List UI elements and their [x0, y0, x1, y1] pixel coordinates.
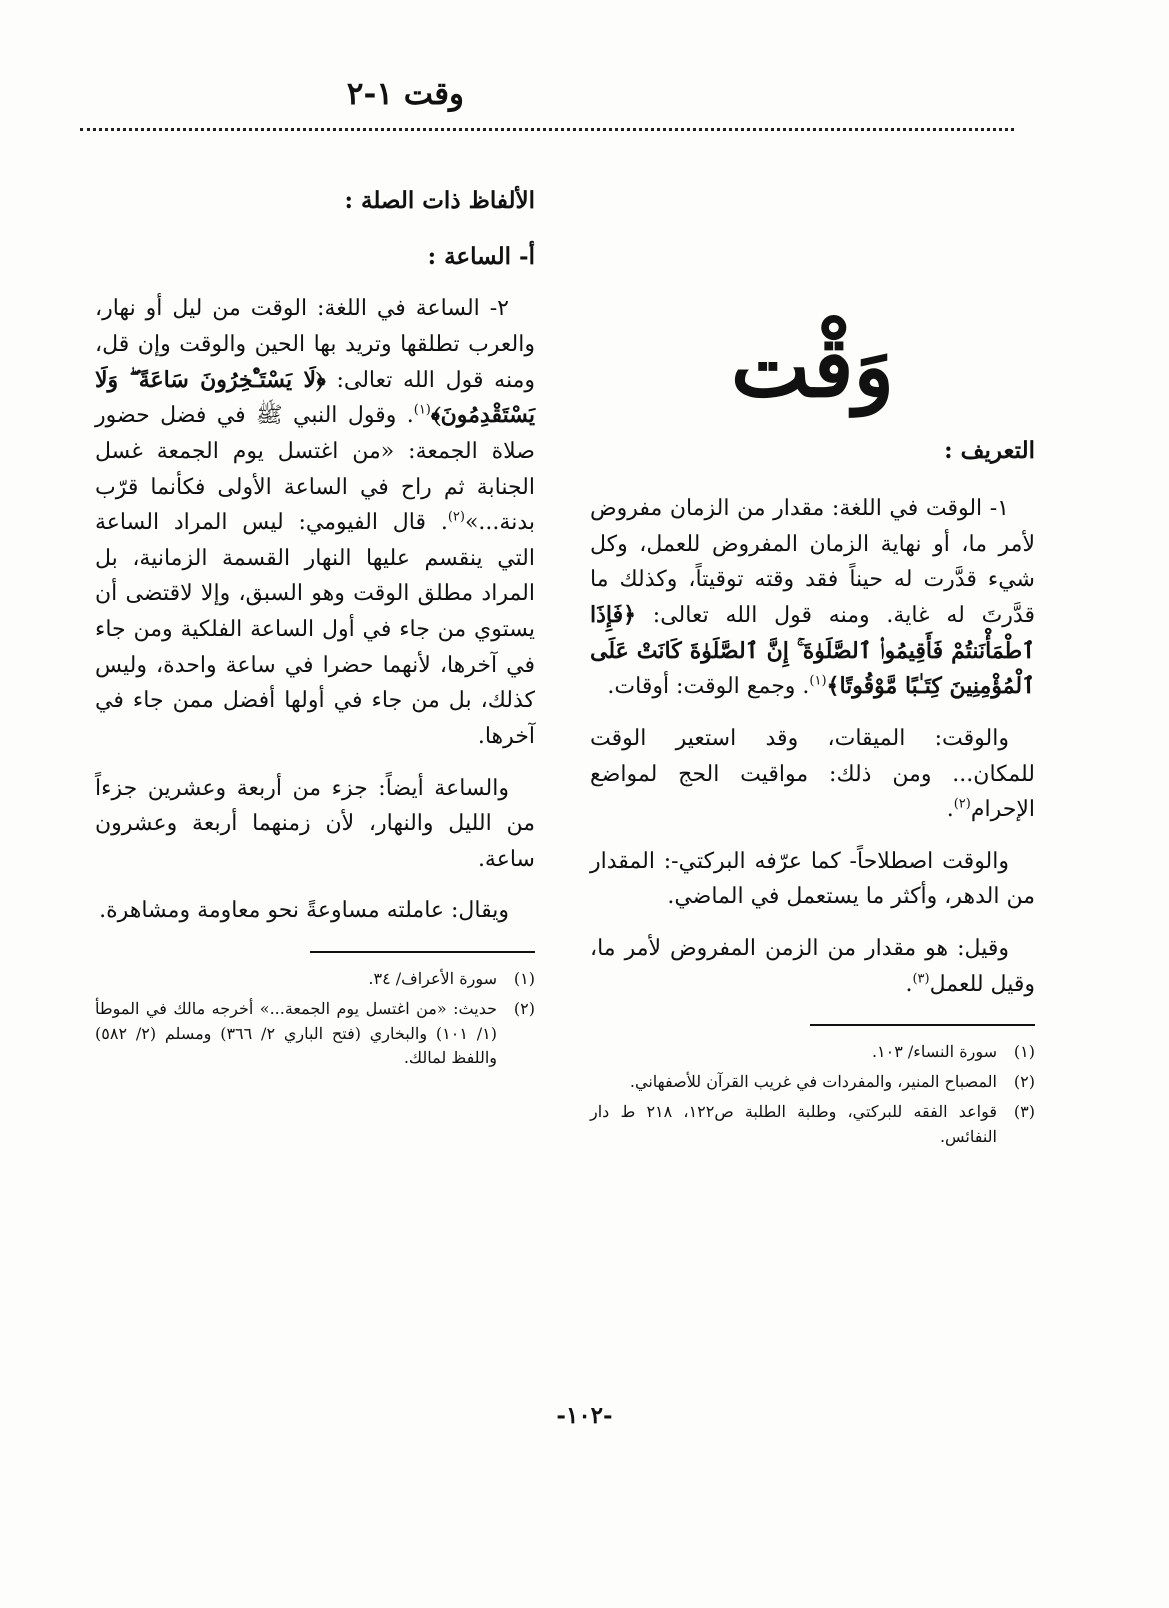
para-text: وقيل: هو مقدار من الزمن المفروض لأمر ما، وقيل للعمل: [590, 936, 1035, 997]
page-number: -١٠٢-: [556, 1402, 613, 1429]
footnote: [590, 1070, 1035, 1095]
footnote-rule: [810, 1024, 1035, 1026]
footnote-number: (٣): [1013, 1101, 1035, 1121]
footnote-ref: (٢): [953, 796, 971, 812]
para-text: ١- الوقت في اللغة: مقدار من الزمان مفروض لأمر ما، أو نهاية الزمان المفروض للعمل، وكل شيء قدَّرت له حيناً فقد وقته توقيتاً، وكذلك ما قدَّرتَ له غاية. ومنه قول الله تعالى:: [590, 496, 1035, 629]
left-column: [95, 185, 535, 1076]
quran-verse: ﴿لَا يَسْتَـْٔخِرُونَ سَاعَةً ۖ وَلَا يَسْتَقْدِمُونَ﴾: [95, 366, 535, 429]
definition-paragraph-4: [590, 931, 1035, 1002]
footnote-ref: (٣): [912, 971, 930, 987]
definition-paragraph-3: [590, 844, 1035, 915]
footnote-ref: (١): [809, 673, 827, 689]
footnotes-right: [590, 1040, 1035, 1149]
related-paragraph-1: [95, 291, 535, 754]
footnote-ref: (٢): [447, 509, 465, 525]
subsection-heading: أ- الساعة :: [427, 243, 535, 271]
definition-paragraph-2: [590, 721, 1035, 828]
definition-paragraph-1: [590, 491, 1035, 705]
running-header: [80, 72, 1014, 132]
para-text: . قال الفيومي: ليس المراد الساعة التي ينقسم عليها النهار القسمة الزمانية، بل المراد مطلق الوقت وهو السبق، وإلا لاقتضى أن يستوي من جاء في أول الساعة الفلكية ومن جاء في آخرها، لأنهما حضرا في ساعة واحدة، وليس كذلك، بل من جاء في أولها أفضل ممن جاء في آخرها.: [95, 510, 535, 749]
header-dotted-rule: [80, 128, 1014, 131]
right-column: [590, 317, 1035, 1155]
footnote: [95, 967, 535, 992]
related-paragraph-3: [95, 893, 535, 929]
footnote-ref: (١): [413, 402, 431, 418]
para-text: والوقت اصطلاحاً- كما عرّفه البركتي-: المقدار من الدهر، وأكثر ما يستعمل في الماضي.: [590, 848, 1035, 910]
quran-verse: ﴿فَإِذَا ٱطْمَأْنَنتُمْ فَأَقِيمُوا۟ ٱلصَّلَوٰةَ ۚ إِنَّ ٱلصَّلَوٰةَ كَانَتْ عَلَى ٱلْمُؤْمِنِينَ كِتَـٰبًا مَّوْقُوتًا﴾: [590, 602, 1035, 700]
para-text: ويقال: عاملته مساوعةً نحو معاومة ومشاهرة.: [99, 898, 509, 924]
footnote: [95, 997, 535, 1071]
footnote-number: (٢): [1013, 1072, 1035, 1092]
para-text: والساعة أيضاً: جزء من أربعة وعشرين جزءاً من الليل والنهار، لأن زمنهما أربعة وعشرون ساعة.: [95, 775, 535, 872]
footnote-number: (١): [513, 969, 535, 988]
footnote-text: سورة النساء/ ١٠٣.: [871, 1042, 997, 1062]
footnote-number: (١): [1013, 1042, 1035, 1062]
footnote-rule: [310, 951, 535, 953]
footnote-text: قواعد الفقه للبركتي، وطلبة الطلبة ص١٢٢، ٢١٨ ط دار النفائس.: [590, 1101, 998, 1146]
para-text: .: [946, 797, 954, 823]
footnote-text: المصباح المنير، والمفردات في غريب القرآن للأصفهاني.: [629, 1072, 997, 1092]
para-text: . وقول النبي ﷺ في فضل حضور صلاة الجمعة: «من اغتسل يوم الجمعة غسل الجنابة ثم راح في الساعة الأولى فكأنما قرّب بدنة...»: [95, 403, 535, 536]
footnotes-left: [95, 967, 535, 1071]
footnote: [590, 1040, 1035, 1065]
footnote-text: حديث: «من اغتسل يوم الجمعة...» أخرجه مالك في الموطأ (١/ ١٠١) والبخاري (فتح الباري ٢/ ٣٦٦) ومسلم (٢/ ٥٨٢) واللفظ لمالك.: [95, 998, 497, 1068]
para-text: . وجمع الوقت: أوقات.: [607, 674, 810, 700]
para-text: .: [905, 971, 913, 997]
footnote-text: سورة الأعراف/ ٣٤.: [368, 969, 497, 988]
header-title: وقت ١-٢: [346, 76, 464, 112]
footnote-number: (٢): [513, 998, 535, 1018]
entry-headword: وَقْت: [730, 317, 895, 416]
para-text: ٢- الساعة في اللغة: الوقت من ليل أو نهار، والعرب تطلقها وتريد بها الحين والوقت وإن قل، ومنه قول الله تعالى:: [95, 296, 536, 393]
definition-heading: التعريف :: [944, 437, 1035, 464]
footnote: [590, 1100, 1035, 1150]
related-paragraph-2: [95, 771, 535, 878]
para-text: والوقت: الميقات، وقد استعير الوقت للمكان... ومن ذلك: مواقيت الحج لمواضع الإحرام: [590, 725, 1035, 823]
related-terms-heading: الألفاظ ذات الصلة :: [344, 187, 535, 214]
